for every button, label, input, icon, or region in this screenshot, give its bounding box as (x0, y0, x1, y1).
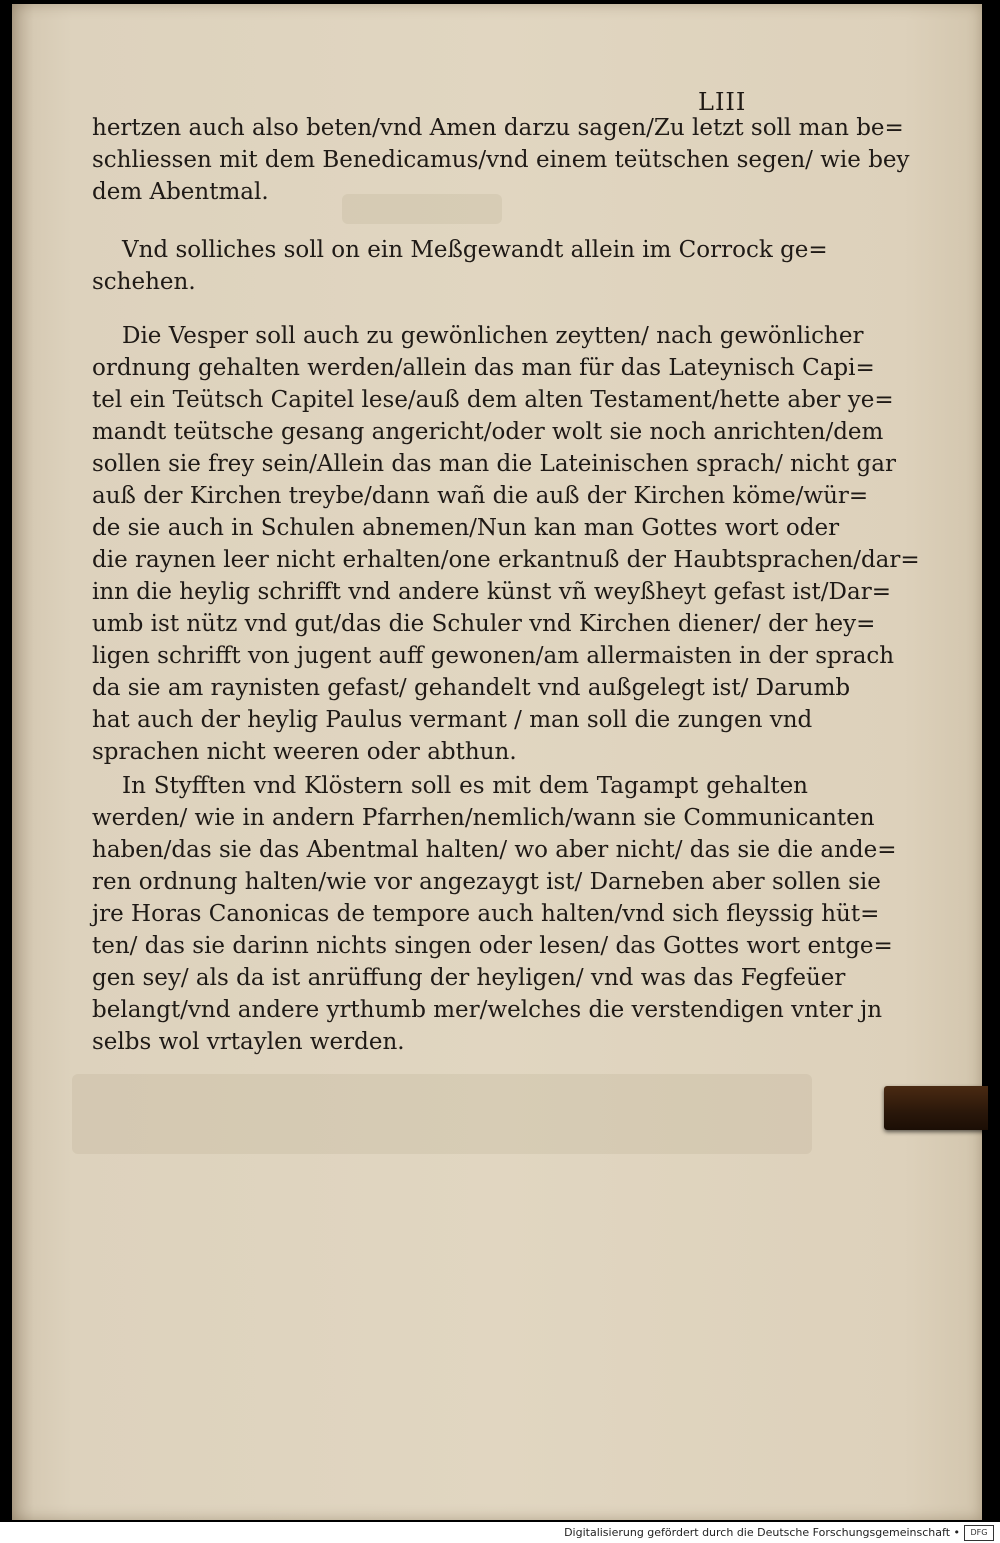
text-line: hat auch der heylig Paulus vermant / man soll die zungen vnd (92, 707, 813, 733)
text-line: In Styfften vnd Klöstern soll es mit dem Tagampt gehalten (122, 773, 808, 799)
text-line: haben/das sie das Abentmal halten/ wo aber nicht/ das sie die ande= (92, 837, 897, 863)
text-line: schliessen mit dem Benedicamus/vnd einem teütschen segen/ wie bey (92, 147, 910, 173)
text-line: belangt/vnd andere yrthumb mer/welches die verstendigen vnter jn (92, 997, 883, 1023)
text-line: hertzen auch also beten/vnd Amen darzu sagen/Zu letzt soll man be= (92, 115, 904, 141)
text-line: umb ist nütz vnd gut/das die Schuler vnd Kirchen diener/ der hey= (92, 611, 876, 637)
text-line: de sie auch in Schulen abnemen/Nun kan man Gottes wort oder (92, 515, 840, 541)
text-line: ordnung gehalten werden/allein das man für das Lateynisch Capi= (92, 355, 875, 381)
text-line: ligen schrifft von jugent auff gewonen/am allermaisten in der sprach (92, 643, 895, 669)
page-marker-tab (884, 1086, 988, 1130)
text-line: Vnd solliches soll on ein Meßgewandt allein im Corrock ge= (122, 237, 828, 263)
digitization-footer (0, 1522, 1000, 1543)
dfg-logo: DFG (964, 1525, 994, 1541)
text-line: jre Horas Canonicas de tempore auch halten/vnd sich fleyssig hüt= (92, 901, 880, 927)
text-line: schehen. (92, 269, 196, 295)
text-line: werden/ wie in andern Pfarrhen/nemlich/wann sie Communicanten (92, 805, 875, 831)
text-line: selbs wol vrtaylen werden. (92, 1029, 405, 1055)
funding-credit: Digitalisierung gefördert durch die Deutsche Forschungsgemeinschaft • (564, 1526, 960, 1539)
text-line: sollen sie frey sein/Allein das man die Lateinischen sprach/ nicht gar (92, 451, 896, 477)
text-line: tel ein Teütsch Capitel lese/auß dem alten Testament/hette aber ye= (92, 387, 894, 413)
page-number: LIII (698, 88, 747, 116)
text-line: mandt teütsche gesang angericht/oder wolt sie noch anrichten/dem (92, 419, 884, 445)
text-line: dem Abentmal. (92, 179, 269, 205)
text-line: die raynen leer nicht erhalten/one erkantnuß der Haubtsprachen/dar= (92, 547, 920, 573)
text-line: auß der Kirchen treybe/dann wañ die auß der Kirchen köme/wür= (92, 483, 869, 509)
text-line: Die Vesper soll auch zu gewönlichen zeytten/ nach gewönlicher (122, 323, 864, 349)
text-line: ten/ das sie darinn nichts singen oder lesen/ das Gottes wort entge= (92, 933, 893, 959)
text-line: gen sey/ als da ist anrüffung der heyligen/ vnd was das Fegfeüer (92, 965, 846, 991)
text-line: inn die heylig schrifft vnd andere künst vñ weyßheyt gefast ist/Dar= (92, 579, 891, 605)
show-through-stain (72, 1074, 812, 1154)
text-line: sprachen nicht weeren oder abthun. (92, 739, 517, 765)
text-line: ren ordnung halten/wie vor angezaygt ist/ Darneben aber sollen sie (92, 869, 881, 895)
text-line: da sie am raynisten gefast/ gehandelt vnd außgelegt ist/ Darumb (92, 675, 851, 701)
